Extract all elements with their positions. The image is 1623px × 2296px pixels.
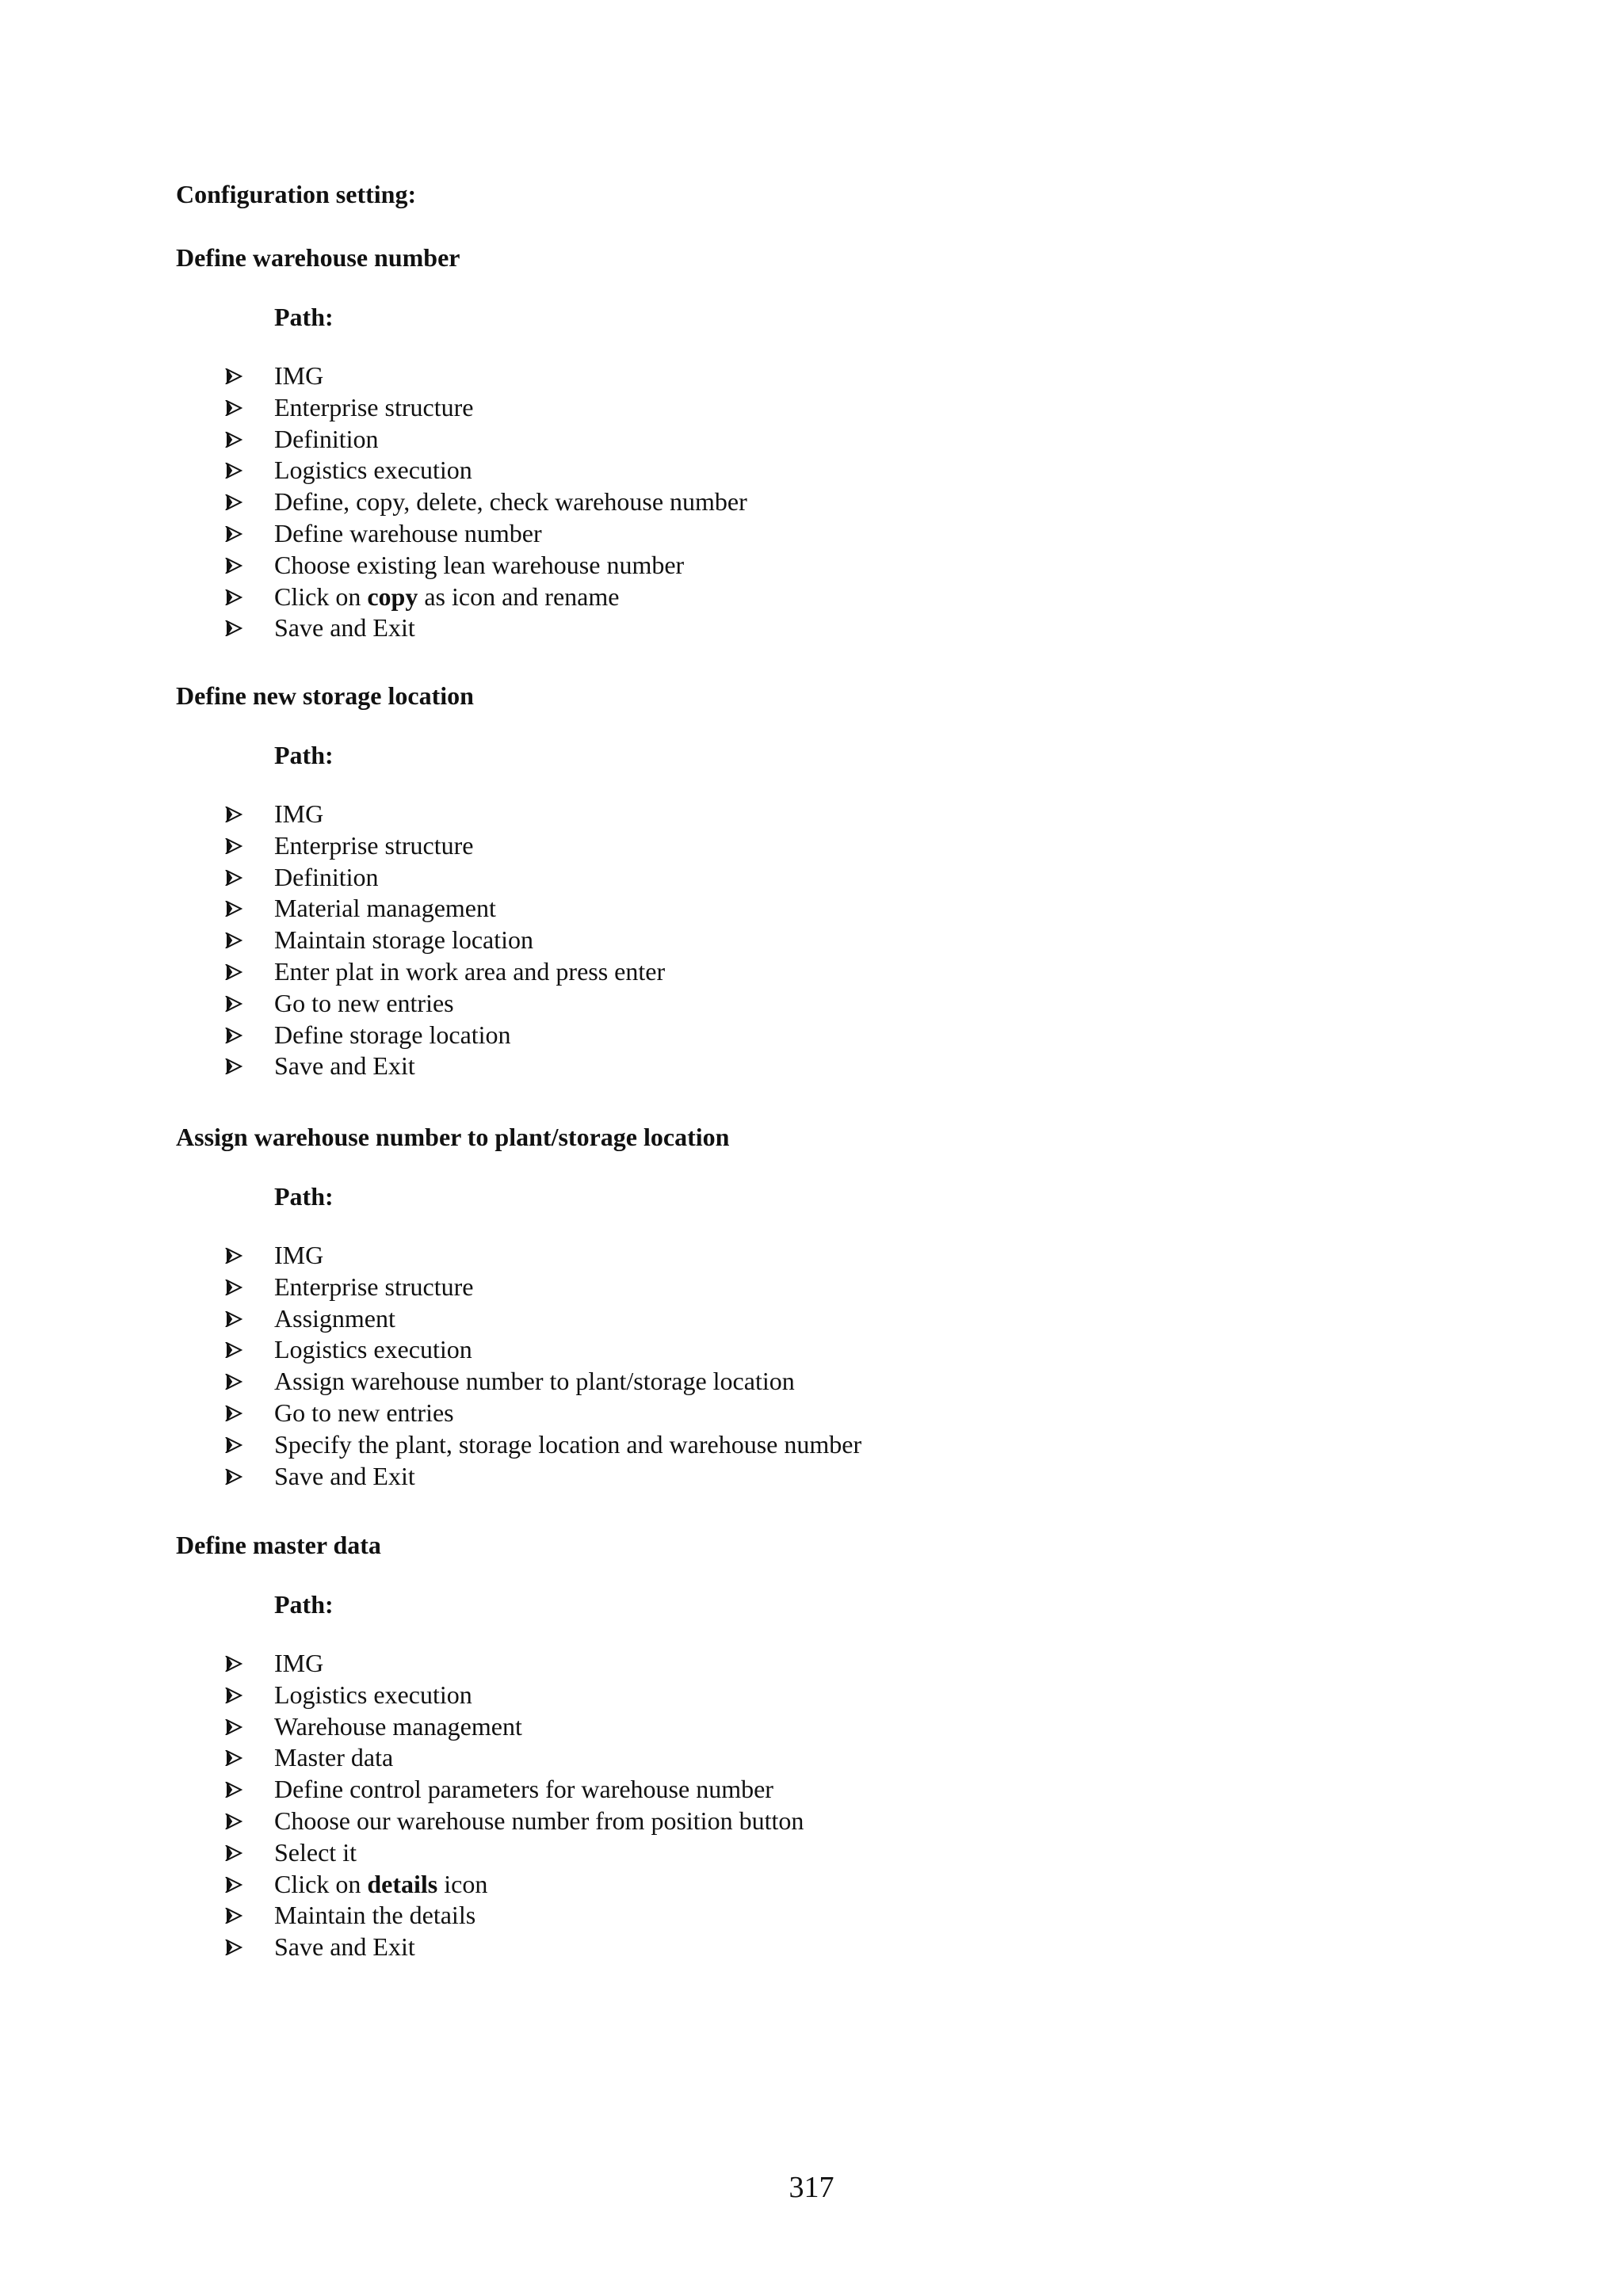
arrowhead-bullet-icon	[225, 1932, 244, 1963]
list-item	[176, 862, 1444, 894]
list-item	[176, 1272, 1444, 1303]
list-item	[176, 1900, 1444, 1932]
section-define-new-storage-location	[176, 679, 1444, 1082]
step-text: Define, copy, delete, check warehouse number	[274, 487, 747, 517]
list-item	[176, 1051, 1444, 1082]
arrowhead-bullet-icon	[225, 862, 244, 894]
page-number: 317	[789, 2171, 834, 2204]
list-item	[176, 455, 1444, 486]
arrowhead-bullet-icon	[225, 1272, 244, 1303]
step-text: Choose our warehouse number from position button	[274, 1806, 804, 1835]
step-text: Definition	[274, 862, 379, 891]
step-text: Warehouse management	[274, 1711, 522, 1741]
path-label: Path:	[274, 741, 334, 769]
step-text: Go to new entries	[274, 988, 454, 1017]
arrowhead-bullet-icon	[225, 893, 244, 925]
list-item	[176, 1334, 1444, 1366]
list-item	[176, 550, 1444, 582]
arrowhead-bullet-icon	[225, 1648, 244, 1680]
step-text: Master data	[274, 1743, 394, 1772]
list-item	[176, 1837, 1444, 1869]
document-title: Configuration setting:	[176, 180, 417, 208]
arrowhead-bullet-icon	[225, 1051, 244, 1082]
arrowhead-bullet-icon	[225, 582, 244, 613]
path-label: Path:	[274, 1590, 334, 1619]
arrowhead-bullet-icon	[225, 1742, 244, 1774]
step-text: Enterprise structure	[274, 1272, 474, 1301]
step-text: Save and Exit	[274, 1051, 415, 1081]
arrowhead-bullet-icon	[225, 1806, 244, 1837]
arrowhead-bullet-icon	[225, 1461, 244, 1493]
arrowhead-bullet-icon	[225, 1711, 244, 1743]
step-text: Maintain the details	[274, 1901, 476, 1930]
list-item	[176, 392, 1444, 424]
section-heading: Define new storage location	[176, 681, 474, 710]
arrowhead-bullet-icon	[225, 1680, 244, 1711]
list-item	[176, 1648, 1444, 1680]
step-text: Click on	[274, 582, 368, 611]
list-item	[176, 1398, 1444, 1429]
arrowhead-bullet-icon	[225, 1429, 244, 1461]
step-text: Define control parameters for warehouse number	[274, 1775, 773, 1804]
arrowhead-bullet-icon	[225, 799, 244, 830]
step-text: Select it	[274, 1837, 357, 1867]
arrowhead-bullet-icon	[225, 518, 244, 550]
list-item	[176, 1774, 1444, 1806]
step-text: Maintain storage location	[274, 925, 534, 955]
arrowhead-bullet-icon	[225, 1837, 244, 1869]
step-text: Logistics execution	[274, 1680, 472, 1709]
step-text: Material management	[274, 894, 496, 923]
arrowhead-bullet-icon	[225, 360, 244, 392]
arrowhead-bullet-icon	[225, 1900, 244, 1932]
step-text: IMG	[274, 361, 324, 390]
list-item	[176, 1020, 1444, 1051]
section-assign-warehouse-number	[176, 1120, 1444, 1492]
list-item	[176, 1869, 1444, 1901]
list-item	[176, 360, 1444, 392]
list-item	[176, 1711, 1444, 1743]
step-text: Save and Exit	[274, 613, 415, 643]
step-text: Enter plat in work area and press enter	[274, 956, 666, 986]
step-text: Logistics execution	[274, 1335, 472, 1364]
list-item	[176, 925, 1444, 956]
step-text: Choose existing lean warehouse number	[274, 550, 685, 579]
step-list	[176, 1240, 1444, 1492]
list-item	[176, 988, 1444, 1020]
arrowhead-bullet-icon	[225, 830, 244, 862]
arrowhead-bullet-icon	[225, 1869, 244, 1901]
step-emphasis: details	[367, 1869, 438, 1898]
arrowhead-bullet-icon	[225, 550, 244, 582]
list-item	[176, 893, 1444, 925]
list-item	[176, 518, 1444, 550]
arrowhead-bullet-icon	[225, 424, 244, 456]
list-item	[176, 1461, 1444, 1493]
section-define-master-data	[176, 1528, 1444, 1963]
arrowhead-bullet-icon	[225, 486, 244, 518]
section-heading: Assign warehouse number to plant/storage location	[176, 1123, 730, 1151]
step-text: Save and Exit	[274, 1461, 415, 1490]
section-heading: Define warehouse number	[176, 243, 460, 272]
list-item	[176, 956, 1444, 988]
step-text: Go to new entries	[274, 1398, 454, 1427]
step-text: Specify the plant, storage location and warehouse number	[274, 1429, 862, 1459]
arrowhead-bullet-icon	[225, 925, 244, 956]
list-item	[176, 799, 1444, 830]
step-text: as icon and rename	[418, 582, 620, 611]
step-text: Define storage location	[274, 1020, 511, 1049]
arrowhead-bullet-icon	[225, 1366, 244, 1398]
step-emphasis: copy	[367, 582, 418, 611]
list-item	[176, 1366, 1444, 1398]
step-text: Enterprise structure	[274, 830, 474, 860]
list-item	[176, 424, 1444, 456]
path-label: Path:	[274, 303, 334, 331]
arrowhead-bullet-icon	[225, 988, 244, 1020]
step-text: IMG	[274, 1241, 324, 1269]
step-text: Save and Exit	[274, 1932, 415, 1962]
arrowhead-bullet-icon	[225, 1020, 244, 1051]
step-text: Assignment	[274, 1303, 395, 1333]
list-item	[176, 830, 1444, 862]
step-list	[176, 360, 1444, 644]
step-text: Click on	[274, 1869, 368, 1898]
arrowhead-bullet-icon	[225, 956, 244, 988]
path-label: Path:	[274, 1182, 334, 1211]
section-heading: Define master data	[176, 1531, 381, 1559]
arrowhead-bullet-icon	[225, 1303, 244, 1335]
list-item	[176, 1806, 1444, 1837]
list-item	[176, 1680, 1444, 1711]
step-list	[176, 799, 1444, 1082]
step-text: IMG	[274, 1649, 324, 1677]
list-item	[176, 1932, 1444, 1963]
step-list	[176, 1648, 1444, 1963]
arrowhead-bullet-icon	[225, 392, 244, 424]
list-item	[176, 1303, 1444, 1335]
list-item	[176, 486, 1444, 518]
step-text: Enterprise structure	[274, 392, 474, 421]
list-item	[176, 1429, 1444, 1461]
step-text: Assign warehouse number to plant/storage location	[274, 1367, 795, 1396]
arrowhead-bullet-icon	[225, 612, 244, 644]
step-text: Logistics execution	[274, 456, 472, 485]
arrowhead-bullet-icon	[225, 1398, 244, 1429]
list-item	[176, 582, 1444, 613]
step-text: Define warehouse number	[274, 518, 542, 547]
step-text: icon	[437, 1869, 488, 1898]
step-text: Definition	[274, 424, 379, 453]
section-define-warehouse-number	[176, 241, 1444, 644]
list-item	[176, 612, 1444, 644]
arrowhead-bullet-icon	[225, 1774, 244, 1806]
step-text: IMG	[274, 799, 324, 828]
arrowhead-bullet-icon	[225, 455, 244, 486]
list-item	[176, 1742, 1444, 1774]
list-item	[176, 1240, 1444, 1272]
arrowhead-bullet-icon	[225, 1240, 244, 1272]
arrowhead-bullet-icon	[225, 1334, 244, 1366]
